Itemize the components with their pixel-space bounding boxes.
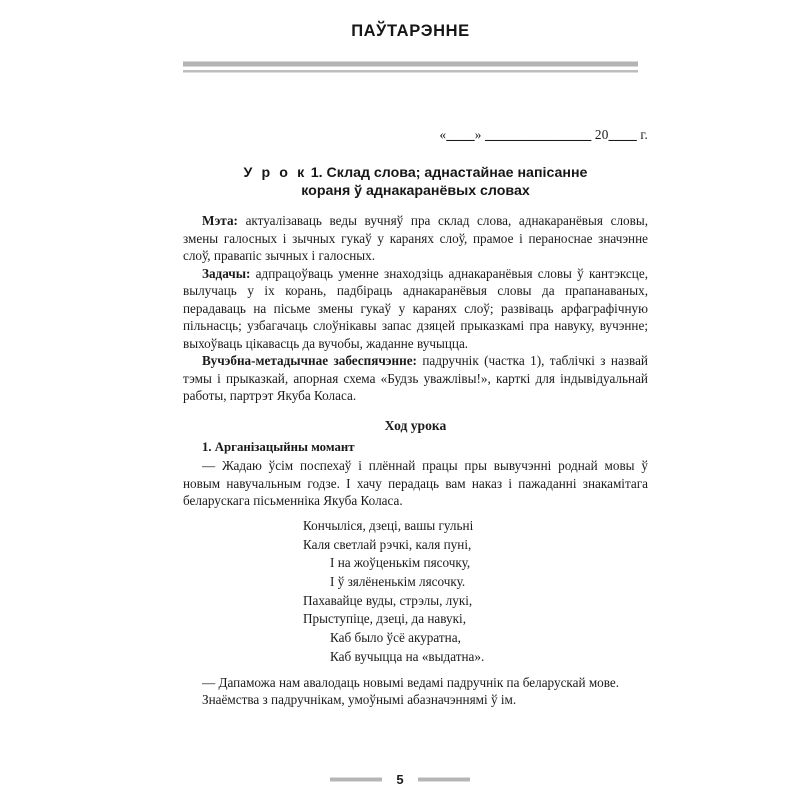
meta-text: актуалізаваць веды вучняў пра склад слова, аднакаранёвыя словы, змены галосных і зычных гукаў у каранях слоў, прамое і пераноснае значэнне слоў, правапіс зычных і галосных. bbox=[183, 213, 648, 264]
date-year-suffix: г. bbox=[640, 127, 648, 142]
page-number: 5 bbox=[396, 772, 404, 787]
lesson-title-line-2: кораня ў аднакаранёвых словах bbox=[301, 183, 530, 200]
poem-line: І на жоўценькім пясочку, bbox=[330, 555, 471, 571]
materials-label: Вучэбна-метадычнае забеспячэнне: bbox=[202, 353, 417, 369]
poem-line: Кончыліся, дзеці, вашы гульні bbox=[303, 517, 474, 533]
page-header bbox=[183, 22, 638, 73]
step-1-paragraph: — Жадаю ўсім поспехаў і плённай працы пры вывучэнні роднай мовы ў новым навучальным годзе. І хачу перадаць вам наказ і пажаданні знакамітага беларускага пісьменніка Якуба Коласа. bbox=[183, 458, 648, 509]
course-heading: Ход урока bbox=[384, 418, 447, 434]
lesson-title-line-1: 1. Склад слова; аднастайнае напісанне bbox=[306, 164, 588, 181]
footer-rule-left bbox=[330, 777, 382, 782]
date-month-blank: _______________ bbox=[485, 127, 592, 142]
poem-line: Пахавайце вуды, стрэлы, лукі, bbox=[303, 592, 473, 608]
lesson-label: У р о к bbox=[243, 164, 307, 181]
header-divider bbox=[183, 61, 638, 73]
date-quote-close: » bbox=[474, 127, 482, 142]
date-day-blank: ____ bbox=[446, 127, 475, 142]
closing-paragraph-1: — Дапаможа нам авалодаць новымі ведамі падручнік па беларускай мове. bbox=[202, 674, 620, 690]
closing-paragraph-2: Знаёмства з падручнікам, умоўнымі абазначэннямі ў ім. bbox=[202, 692, 517, 708]
poem-line: Каб вучыцца на «выдатна». bbox=[330, 648, 485, 664]
tasks-text: адпрацоўваць уменне знаходзіць аднакаранёвыя словы ў кантэксце, вылучаць у іх корань, падбіраць аднакаранёвыя словы да прапанаваных, перадаваць на пісьме змены гукаў у каранях слоў; развіваць арфаграфічную пільнасць; узбагачаць слоўнікавы запас дзяцей прыказкамі пра навуку, вучэнне; выхоўваць цікавасць да вучобы, жаданне вучыцца. bbox=[183, 265, 648, 351]
page-title: ПАЎТАРЭННЕ bbox=[351, 22, 470, 40]
divider-thin-bar bbox=[183, 70, 638, 73]
tasks-label: Задачы: bbox=[202, 265, 251, 281]
lesson-heading bbox=[183, 164, 648, 201]
poem-line: Каб было ўсё акуратна, bbox=[330, 630, 461, 646]
date-year-blank: ____ bbox=[608, 127, 637, 142]
poem-line: І ў зялёненькім лясочку. bbox=[330, 573, 466, 589]
poem-line: Каля светлай рэчкі, каля пуні, bbox=[303, 536, 472, 552]
paragraph-materials bbox=[183, 352, 648, 405]
materials-text: падручнік (частка 1), таблічкі з назвай тэмы і прыказкай, апорная схема «Будзь уважлівы!», карткі для індывідуальнай работы, партрэт Якуба Коласа. bbox=[183, 353, 648, 404]
step-1-heading: 1. Арганізацыйны момант bbox=[202, 440, 355, 455]
poem-block bbox=[183, 517, 648, 667]
document-body bbox=[183, 126, 648, 709]
poem-line: Прыступіце, дзеці, да навукі, bbox=[303, 611, 466, 627]
page-footer bbox=[0, 772, 800, 787]
date-fill-line bbox=[183, 126, 648, 144]
date-quote-open: « bbox=[439, 127, 447, 142]
paragraph-tasks bbox=[183, 265, 648, 353]
date-year-prefix: 20 bbox=[594, 127, 609, 142]
footer-rule-right bbox=[418, 777, 470, 782]
paragraph-meta bbox=[183, 212, 648, 265]
meta-label: Мэта: bbox=[202, 213, 238, 229]
